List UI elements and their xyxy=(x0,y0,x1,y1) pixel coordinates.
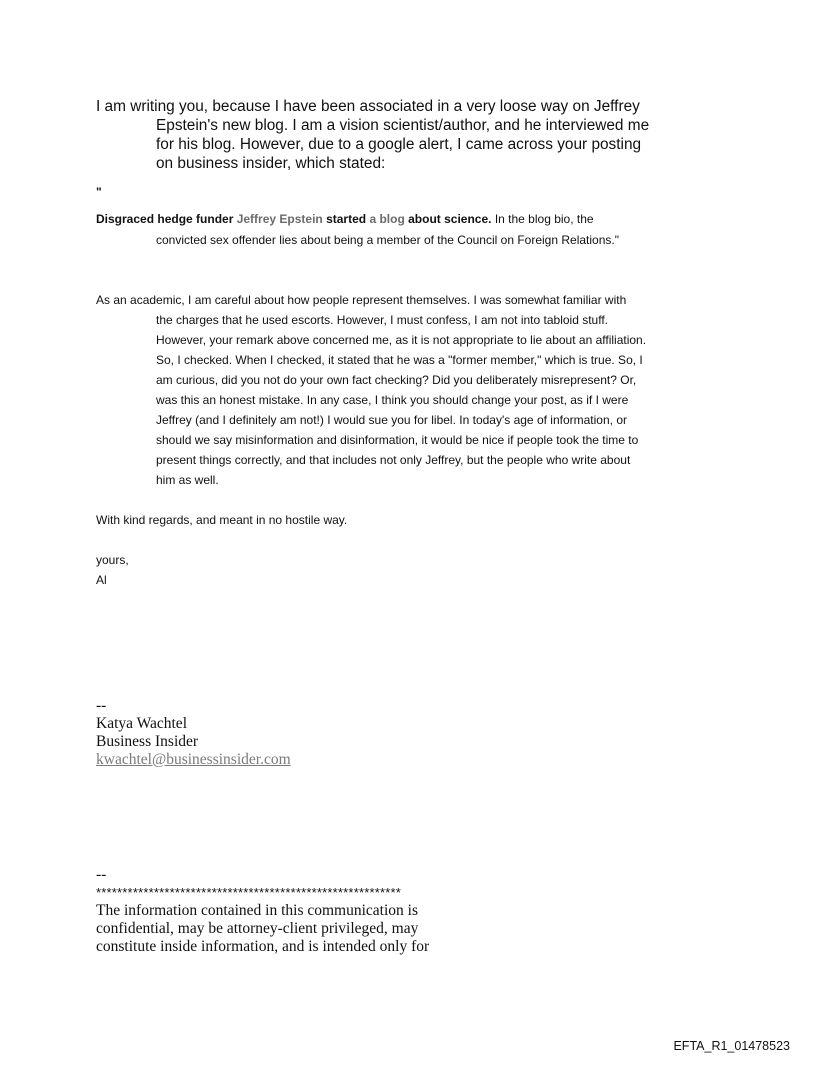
intro-line-2: Epstein's new blog. I am a vision scientist/author, and he interviewed me xyxy=(156,117,650,134)
quote-line-2: convicted sex offender lies about being a member of the Council on Foreign Relations." xyxy=(156,233,619,247)
signoff-name: Al xyxy=(96,573,107,587)
body-paragraph xyxy=(96,290,676,490)
body-line: him as well. xyxy=(156,473,219,487)
jeffrey-epstein-link[interactable]: Jeffrey Epstein xyxy=(236,212,323,226)
quote-open-mark: " xyxy=(96,185,102,199)
body-line: However, your remark above concerned me, as it is not appropriate to lie about an affiliation. xyxy=(156,333,647,347)
body-indented-lines xyxy=(96,310,676,490)
body-line: should we say misinformation and disinformation, it would be nice if people took the time to xyxy=(156,433,639,447)
quote-part-1: Disgraced hedge funder xyxy=(96,212,237,226)
footer-dashes: -- xyxy=(96,866,107,883)
signature-company: Business Insider xyxy=(96,733,199,750)
document-id: EFTA_R1_01478523 xyxy=(673,1039,790,1053)
quoted-text xyxy=(96,209,656,251)
body-line: present things correctly, and that includes not only Jeffrey, but the people who write about xyxy=(156,453,631,467)
footer-line: The information contained in this communication is xyxy=(96,902,418,919)
footer-line: confidential, may be attorney-client privileged, may xyxy=(96,920,419,937)
intro-line-3: for his blog. However, due to a google alert, I came across your posting xyxy=(156,136,642,153)
body-line: am curious, did you not do your own fact checking? Did you deliberately misrepresent? Or, xyxy=(156,373,637,387)
footer-line: constitute inside information, and is intended only for xyxy=(96,938,430,955)
footer-divider: ********************************************************** xyxy=(96,885,402,900)
closing-line: With kind regards, and meant in no hostile way. xyxy=(96,513,348,527)
quote-part-4: In the blog bio, the xyxy=(491,212,594,226)
quote-part-2: started xyxy=(322,212,370,226)
body-line-1: As an academic, I am careful about how people represent themselves. I was somewhat familiar with xyxy=(96,293,627,307)
signature-name: Katya Wachtel xyxy=(96,715,187,732)
intro-line-1: I am writing you, because I have been associated in a very loose way on Jeffrey xyxy=(96,98,640,115)
body-line: Jeffrey (and I definitely am not!) I would sue you for libel. In today's age of information, or xyxy=(156,413,627,427)
body-line: So, I checked. When I checked, it stated that he was a "former member," which is true. So, I xyxy=(156,353,643,367)
signoff xyxy=(96,550,129,590)
email-signature xyxy=(96,697,291,769)
intro-line-4: on business insider, which stated: xyxy=(156,155,386,172)
confidentiality-footer xyxy=(96,866,429,956)
signature-email-link[interactable]: kwachtel@businessinsider.com xyxy=(96,751,291,768)
a-blog-link[interactable]: a blog xyxy=(369,212,405,226)
body-line: was this an honest mistake. In any case, I think you should change your post, as if I were xyxy=(156,393,629,407)
body-line: the charges that he used escorts. However, I must confess, I am not into tabloid stuff. xyxy=(156,313,609,327)
signature-dashes: -- xyxy=(96,697,107,714)
intro-paragraph xyxy=(96,97,696,173)
quote-part-3: about science. xyxy=(404,212,492,226)
quote-line-1 xyxy=(96,209,656,230)
signoff-yours: yours, xyxy=(96,553,129,567)
